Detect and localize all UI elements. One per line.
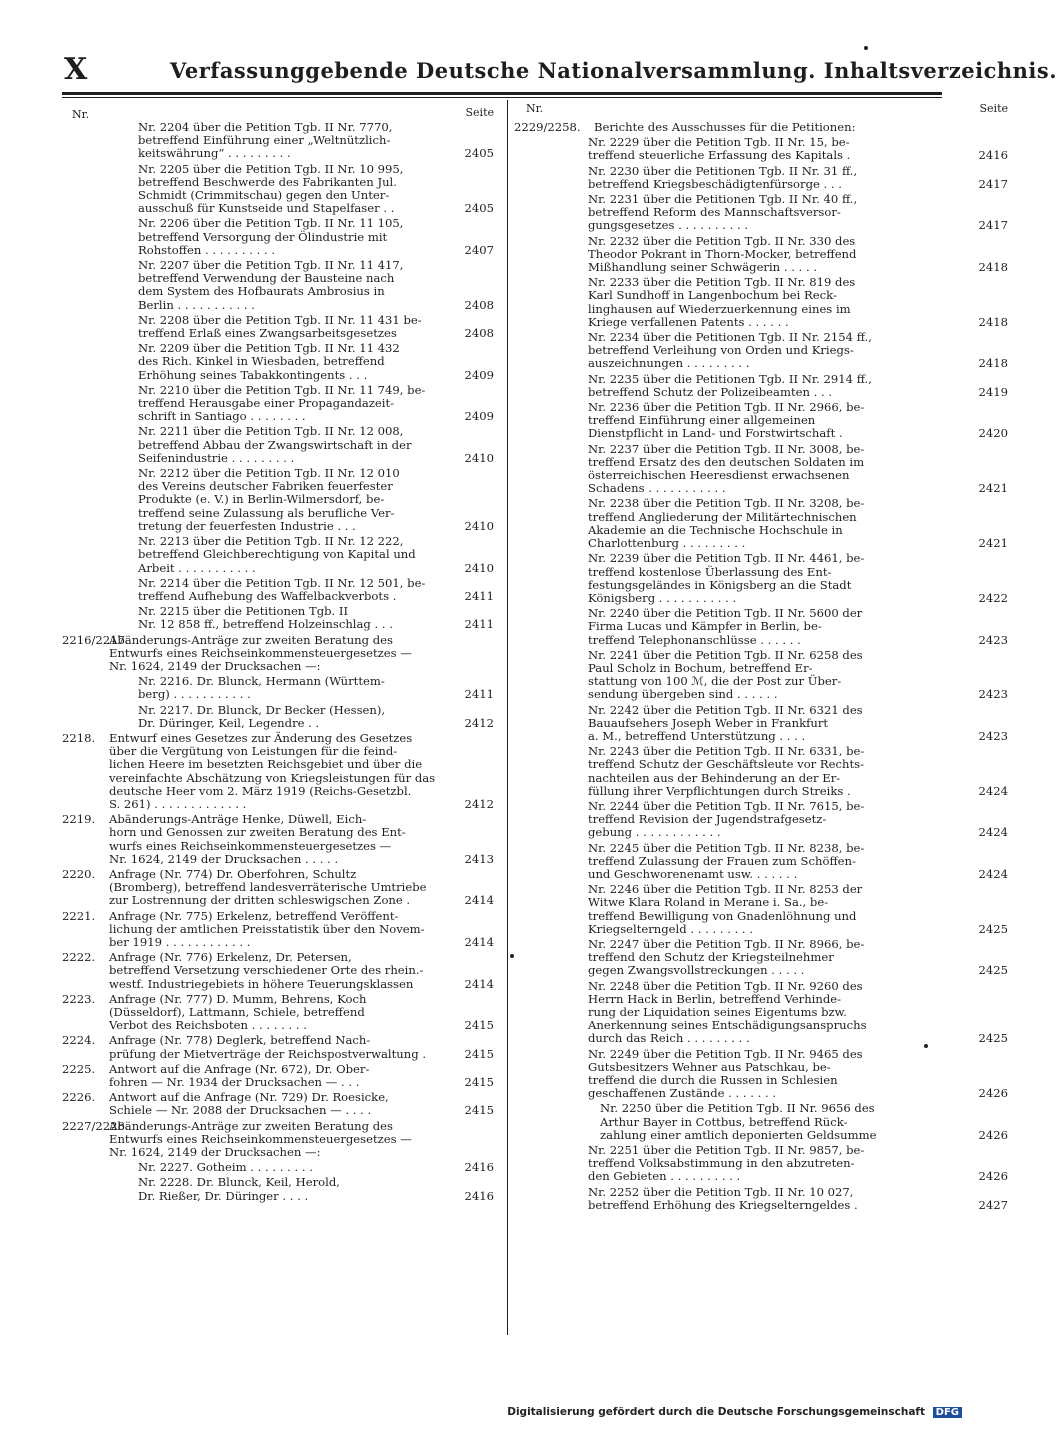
entry-line: Karl Sundhoff in Langenbochum bei Reck- xyxy=(588,288,837,303)
entry-line: treffend Volksabstimmung in den abzutreten- xyxy=(588,1156,855,1171)
entry-line: treffend Telephonanschlüsse . . . . . . xyxy=(588,632,801,647)
entry-line: Nr. 2215 über die Petitionen Tgb. II xyxy=(138,604,349,619)
entry-page: 2425 xyxy=(978,921,1008,936)
index-entry xyxy=(62,993,500,1033)
header-rule xyxy=(62,92,942,95)
index-entry xyxy=(514,1143,1008,1184)
entry-page: 2411 xyxy=(464,617,494,632)
entry-line: Königsberg . . . . . . . . . . . xyxy=(588,590,737,605)
entry-line: ber 1919 . . . . . . . . . . . . xyxy=(109,934,251,949)
entry-line: Nr. 2234 über die Petitionen Tgb. II Nr. 2154 ff., xyxy=(588,330,872,345)
entry-line: Dr. Rießer, Dr. Düringer . . . . xyxy=(138,1188,309,1203)
entry-line: ausschuß für Kunstseide und Stapelfaser . . xyxy=(138,201,395,216)
entry-page: 2410 xyxy=(464,450,494,465)
entry-line: tretung der feuerfesten Industrie . . . xyxy=(138,518,356,533)
index-entry xyxy=(514,840,1008,882)
index-entry xyxy=(62,910,500,950)
entry-page: 2418 xyxy=(978,356,1008,371)
entry-line: gungsgesetzes . . . . . . . . . . xyxy=(588,218,749,233)
index-entry xyxy=(62,535,500,575)
entry-line: Produkte (e. V.) in Berlin-Wilmersdorf, be- xyxy=(138,492,385,507)
entry-page: 2412 xyxy=(464,715,494,730)
index-entry xyxy=(514,192,1008,233)
entry-line: Herrn Hack in Berlin, betreffend Verhinde- xyxy=(588,991,842,1006)
entry-line: Nr. 1624, 2149 der Drucksachen —: xyxy=(109,1145,321,1160)
entry-line: rung der Liquidation seines Eigentums bzw. xyxy=(588,1005,847,1019)
entry-line: Arbeit . . . . . . . . . . . xyxy=(138,560,256,575)
entry-line: vereinfachte Abschätzung von Kriegsleistungen für das xyxy=(109,770,436,785)
entry-line: fohren — Nr. 1934 der Drucksachen — . . . xyxy=(109,1075,360,1090)
index-entry xyxy=(514,400,1008,441)
index-entry xyxy=(62,634,500,674)
dfg-logo: DFG xyxy=(933,1407,962,1418)
entry-line: gebung . . . . . . . . . . . . xyxy=(588,825,721,840)
index-entry xyxy=(62,732,500,811)
entry-line: Paul Scholz in Bochum, betreffend Er- xyxy=(588,660,813,675)
entry-line: westf. Industriegebiets in höhere Teuerungsklassen xyxy=(109,976,414,991)
entry-line: deutsche Heer vom 2. März 1919 (Reichs-Gesetzbl. xyxy=(109,783,412,798)
entry-line: lichung der amtlichen Preisstatistik über den Novem- xyxy=(109,921,425,936)
index-entry xyxy=(514,1046,1008,1101)
entry-number: 2222. xyxy=(62,950,96,965)
entry-line: Entwurfs eines Reichseinkommensteuergesetzes — xyxy=(109,645,412,660)
entry-line: Nr. 2228. Dr. Blunck, Keil, Herold, xyxy=(138,1175,340,1190)
index-entry xyxy=(62,675,500,701)
index-entry xyxy=(514,936,1008,978)
entry-line: festungsgeländes in Königsberg an die Stadt xyxy=(588,577,852,592)
entry-line: Nr. 2252 über die Petition Tgb. II Nr. 10 027, xyxy=(588,1184,854,1199)
index-entry xyxy=(62,1120,500,1160)
entry-page: 2416 xyxy=(464,1160,494,1175)
entry-line: zahlung einer amtlich deponierten Geldsumme xyxy=(600,1127,877,1142)
entry-line: Arthur Bayer in Cottbus, betreffend Rück- xyxy=(600,1114,848,1129)
entry-line: Anfrage (Nr. 775) Erkelenz, betreffend Veröffent- xyxy=(109,908,399,923)
entry-line: Nr. 2238 über die Petition Tgb. II Nr. 3208, be- xyxy=(588,496,865,511)
index-entry xyxy=(62,467,500,533)
entry-line: treffend Zulassung der Frauen zum Schöffen- xyxy=(588,853,856,868)
footer-credit-text: Digitalisierung gefördert durch die Deutsche Forschungsgemeinschaft xyxy=(507,1406,925,1418)
index-entry xyxy=(514,135,1008,163)
entry-line: Mißhandlung seiner Schwägerin . . . . . xyxy=(588,260,818,275)
entry-line: über die Vergütung von Leistungen für die feind- xyxy=(109,744,398,759)
index-entry xyxy=(62,1091,500,1117)
entry-line: Antwort auf die Anfrage (Nr. 672), Dr. Ober- xyxy=(109,1061,370,1076)
entry-line: Firma Lucas und Kämpfer in Berlin, be- xyxy=(588,619,822,634)
entry-number: 2218. xyxy=(62,730,96,745)
entry-line: Abänderungs-Anträge Henke, Düwell, Eich- xyxy=(109,812,367,827)
left-column xyxy=(62,102,500,1203)
entry-number: 2221. xyxy=(62,908,96,923)
entry-line: Nr. 2243 über die Petition Tgb. II Nr. 6331, be- xyxy=(588,744,865,759)
entry-line: Nr. 2240 über die Petition Tgb. II Nr. 5600 der xyxy=(588,606,863,621)
entry-line: Abänderungs-Anträge zur zweiten Beratung des xyxy=(109,1118,393,1133)
entry-line: Nr. 2241 über die Petition Tgb. II Nr. 6258 des xyxy=(588,647,863,662)
entry-number: 2219. xyxy=(62,812,96,827)
entry-page: 2427 xyxy=(978,1197,1008,1212)
entry-line: Schadens . . . . . . . . . . . xyxy=(588,481,726,496)
entry-line: betreffend Beschwerde des Fabrikanten Jul. xyxy=(138,174,397,189)
index-entry xyxy=(62,1063,500,1089)
entry-line: sendung übergeben sind . . . . . . xyxy=(588,687,778,702)
entry-line: Anfrage (Nr. 777) D. Mumm, Behrens, Koch xyxy=(109,991,367,1006)
entry-line: betreffend Schutz der Polizeibeamten . . . xyxy=(588,384,833,399)
entry-line: des Vereins deutscher Fabriken feuerfester xyxy=(138,479,393,494)
entry-line: Nr. 2248 über die Petition Tgb. II Nr. 9260 des xyxy=(588,978,863,993)
footer-credit xyxy=(507,1406,962,1418)
entry-line: treffend Aufhebung des Waffelbackverbots . xyxy=(138,588,397,603)
entry-page: 2409 xyxy=(464,367,494,382)
index-entry xyxy=(62,605,500,631)
entry-line: und Geschworenenamt usw. . . . . . . xyxy=(588,866,798,881)
entry-page: 2407 xyxy=(464,242,494,257)
entry-line: treffend Schutz der Geschäftsleute vor Rechts- xyxy=(588,757,864,772)
entry-page: 2415 xyxy=(464,1075,494,1090)
entry-line: Erhöhung seines Tabakkontingents . . . xyxy=(138,367,368,382)
entry-line: Berichte des Ausschusses für die Petitionen: xyxy=(594,120,856,134)
entry-line: Dienstpflicht in Land- und Forstwirtschaft . xyxy=(588,426,843,441)
index-entry xyxy=(514,275,1008,329)
entry-line: Seifenindustrie . . . . . . . . . xyxy=(138,450,295,465)
entry-line: Kriege verfallenen Patents . . . . . . xyxy=(588,314,789,329)
entry-line: Nr. 2250 über die Petition Tgb. II Nr. 9656 des xyxy=(600,1101,875,1116)
entry-line: Nr. 2209 über die Petition Tgb. II Nr. 11 432 xyxy=(138,341,400,356)
entry-line: treffend steuerliche Erfassung des Kapitals . xyxy=(588,148,851,163)
index-entry xyxy=(514,371,1008,399)
entry-line: Nr. 2244 über die Petition Tgb. II Nr. 7615, be- xyxy=(588,798,865,813)
entry-line: Berlin . . . . . . . . . . . xyxy=(138,297,255,312)
right-column xyxy=(514,102,1008,1212)
entry-line: Anerkennung seines Entschädigungsanspruchs xyxy=(588,1018,867,1033)
entry-page: 2409 xyxy=(464,409,494,424)
entry-page: 2424 xyxy=(978,825,1008,840)
entry-page: 2424 xyxy=(978,866,1008,881)
index-entry xyxy=(62,217,500,257)
index-entry xyxy=(514,441,1008,496)
entry-line: schrift in Santiago . . . . . . . . xyxy=(138,409,306,424)
entry-page: 2405 xyxy=(464,201,494,216)
entry-line: Nr. 2208 über die Petition Tgb. II Nr. 11 431 be- xyxy=(138,312,422,327)
entry-line: betreffend Verwendung der Bausteine nach xyxy=(138,271,395,286)
entry-page: 2411 xyxy=(464,588,494,603)
entry-line: Antwort auf die Anfrage (Nr. 729) Dr. Roesicke, xyxy=(109,1090,389,1105)
running-title: Verfassunggebende Deutsche Nationalversammlung. Inhaltsverzeichnis. xyxy=(170,58,1057,83)
entry-line: Dr. Düringer, Keil, Legendre . . xyxy=(138,715,320,730)
entry-page: 2414 xyxy=(464,934,494,949)
entry-line: treffend kostenlose Überlassung des Ent- xyxy=(588,564,832,579)
entry-line: geschaffenen Zustände . . . . . . . xyxy=(588,1086,777,1101)
entry-page: 2410 xyxy=(464,560,494,575)
entry-line: Rohstoffen . . . . . . . . . . xyxy=(138,242,276,257)
entry-line: treffend seine Zulassung als berufliche Ver- xyxy=(138,505,395,520)
entry-line: Nr. 2211 über die Petition Tgb. II Nr. 12 008, xyxy=(138,424,404,439)
index-entry xyxy=(514,744,1008,798)
entry-page: 2419 xyxy=(978,384,1008,399)
entry-page: 2425 xyxy=(978,963,1008,978)
index-entry xyxy=(62,1034,500,1060)
entry-line: treffend Bewilligung von Gnadenlöhnung und xyxy=(588,908,857,923)
entry-line: Nr. 2236 über die Petition Tgb. II Nr. 2966, be- xyxy=(588,400,865,415)
entry-line: Nr. 2249 über die Petition Tgb. II Nr. 9465 des xyxy=(588,1046,863,1061)
entry-page: 2426 xyxy=(978,1169,1008,1184)
column-header xyxy=(514,102,1008,119)
index-entry xyxy=(62,868,500,908)
entry-page: 2418 xyxy=(978,314,1008,329)
entry-line: österreichischen Heeresdienst erwachsenen xyxy=(588,468,850,483)
entry-line: Anfrage (Nr. 778) Deglerk, betreffend Nach- xyxy=(109,1033,371,1048)
entry-line: Nr. 2213 über die Petition Tgb. II Nr. 12 222, xyxy=(138,534,404,549)
entry-page: 2424 xyxy=(978,783,1008,798)
entry-line: horn und Genossen zur zweiten Beratung des Ent- xyxy=(109,825,406,840)
entry-line: Nr. 2251 über die Petition Tgb. II Nr. 9857, be- xyxy=(588,1143,865,1158)
entry-page: 2414 xyxy=(464,893,494,908)
entry-line: auszeichnungen . . . . . . . . . xyxy=(588,356,750,371)
entry-line: füllung ihrer Verpflichtungen durch Streiks . xyxy=(588,783,851,798)
index-entry xyxy=(62,1161,500,1174)
index-entry xyxy=(62,163,500,216)
entry-page: 2415 xyxy=(464,1103,494,1118)
entry-page: 2418 xyxy=(978,260,1008,275)
entry-page: 2421 xyxy=(978,481,1008,496)
entry-page: 2417 xyxy=(978,218,1008,233)
entry-line: betreffend Gleichberechtigung von Kapital und xyxy=(138,547,416,562)
index-entry xyxy=(514,978,1008,1046)
entry-line: Gutsbesitzers Wehner aus Patschkau, be- xyxy=(588,1059,831,1074)
entry-page: 2417 xyxy=(978,176,1008,191)
index-entry xyxy=(62,314,500,340)
entry-line: Nr. 2212 über die Petition Tgb. II Nr. 12 010 xyxy=(138,466,400,481)
entry-line: zur Lostrennung der dritten schleswigschen Zone . xyxy=(109,893,411,908)
entry-number: 2227/2228. xyxy=(62,1118,129,1133)
entry-page: 2423 xyxy=(978,632,1008,647)
entry-line: a. M., betreffend Unterstützung . . . . xyxy=(588,728,806,743)
entry-number: 2229/2258. xyxy=(514,120,581,134)
entry-line: Anfrage (Nr. 774) Dr. Oberfohren, Schultz xyxy=(109,866,357,881)
entry-line: Nr. 2230 über die Petitionen Tgb. II Nr. 31 ff., xyxy=(588,163,858,178)
entry-page: 2413 xyxy=(464,851,494,866)
entry-line: Nr. 2247 über die Petition Tgb. II Nr. 8966, be- xyxy=(588,936,865,951)
entry-number: 2223. xyxy=(62,991,96,1006)
entry-page: 2421 xyxy=(978,536,1008,551)
entry-line: treffend den Schutz der Kriegsteilnehmer xyxy=(588,950,834,965)
entry-line: (Bromberg), betreffend landesverräterische Umtriebe xyxy=(109,880,427,895)
index-entry xyxy=(62,704,500,730)
index-entry xyxy=(514,163,1008,191)
entry-line: Charlottenburg . . . . . . . . . xyxy=(588,536,746,551)
entry-line: treffend Ersatz des den deutschen Soldaten im xyxy=(588,454,865,469)
entry-line: Nr. 12 858 ff., betreffend Holzeinschlag . . . xyxy=(138,617,393,632)
entry-page: 2426 xyxy=(978,1086,1008,1101)
entry-line: Verbot des Reichsboten . . . . . . . . xyxy=(109,1018,307,1033)
entry-page: 2422 xyxy=(978,590,1008,605)
entry-line: lichen Heere im besetzten Reichsgebiet und über die xyxy=(109,757,423,772)
entry-line: treffend die durch die Russen in Schlesien xyxy=(588,1073,838,1088)
index-entry xyxy=(62,951,500,991)
entry-line: Nr. 2205 über die Petition Tgb. II Nr. 10 995, xyxy=(138,161,404,176)
entry-line: S. 261) . . . . . . . . . . . . . xyxy=(109,796,247,811)
header-rule-thin xyxy=(62,97,942,98)
entry-line: betreffend Verleihung von Orden und Kriegs- xyxy=(588,343,854,358)
entry-line: betreffend Versorgung der Ölindustrie mit xyxy=(138,229,388,244)
entry-line: Nr. 2242 über die Petition Tgb. II Nr. 6321 des xyxy=(588,702,863,717)
entry-line: gegen Zwangsvollstreckungen . . . . . xyxy=(588,963,805,978)
entry-line: linghausen auf Wiederzuerkennung eines im xyxy=(588,301,851,316)
entry-page: 2415 xyxy=(464,1046,494,1061)
index-entry xyxy=(62,577,500,603)
entry-line: Nr. 2214 über die Petition Tgb. II Nr. 12 501, be- xyxy=(138,575,426,590)
page-number: X xyxy=(64,52,89,87)
entry-page: 2416 xyxy=(978,148,1008,163)
index-entry xyxy=(62,121,500,161)
entry-number: 2226. xyxy=(62,1090,96,1105)
index-entry xyxy=(514,647,1008,702)
index-entry xyxy=(62,1176,500,1202)
entry-page: 2415 xyxy=(464,1018,494,1033)
entry-line: Nr. 2245 über die Petition Tgb. II Nr. 8238, be- xyxy=(588,840,865,855)
entry-line: treffend Revision der Jugendstrafgesetz- xyxy=(588,812,827,827)
entry-line: betreffend Kriegsbeschädigtenfürsorge . . . xyxy=(588,176,842,191)
entry-line: stattung von 100 ℳ, die der Post zur Über- xyxy=(588,674,842,689)
index-entry xyxy=(62,384,500,424)
entry-line: Schiele — Nr. 2088 der Drucksachen — . . . . xyxy=(109,1103,372,1118)
entry-line: Nr. 2206 über die Petition Tgb. II Nr. 11 105, xyxy=(138,216,404,231)
entry-page: 2408 xyxy=(464,297,494,312)
index-entry xyxy=(514,121,1000,134)
entry-line: nachteilen aus der Behinderung an der Er- xyxy=(588,770,841,785)
seite-label: Seite xyxy=(465,106,494,119)
index-entry xyxy=(62,259,500,312)
entry-page: 2423 xyxy=(978,687,1008,702)
entry-line: treffend Erlaß eines Zwangsarbeitsgesetzes xyxy=(138,326,397,341)
entry-line: Nr. 2231 über die Petitionen Tgb. II Nr. 40 ff., xyxy=(588,192,858,207)
column-header xyxy=(62,102,500,119)
entry-line: Nr. 2232 über die Petition Tgb. II Nr. 330 des xyxy=(588,233,856,248)
entry-line: wurfs eines Reichseinkommensteuergesetzes — xyxy=(109,838,392,853)
entry-line: berg) . . . . . . . . . . . xyxy=(138,687,251,702)
entry-line: Nr. 2235 über die Petitionen Tgb. II Nr. 2914 ff., xyxy=(588,371,872,386)
speck xyxy=(864,46,868,50)
entry-line: Nr. 2239 über die Petition Tgb. II Nr. 4461, be- xyxy=(588,551,865,566)
entry-line: betreffend Versetzung verschiedener Orte des rhein.- xyxy=(109,963,424,978)
entry-line: dem System des Hofbaurats Ambrosius in xyxy=(138,284,385,299)
entry-line: Nr. 2207 über die Petition Tgb. II Nr. 11 417, xyxy=(138,258,404,273)
seite-label: Seite xyxy=(979,102,1008,115)
entry-line: Nr. 2233 über die Petition Tgb. II Nr. 819 des xyxy=(588,275,856,290)
entry-line: Bauaufsehers Joseph Weber in Frankfurt xyxy=(588,715,829,730)
entry-line: Nr. 2229 über die Petition Tgb. II Nr. 15, be- xyxy=(588,135,850,150)
entry-line: durch das Reich . . . . . . . . . xyxy=(588,1031,750,1046)
entry-line: Entwurf eines Gesetzes zur Änderung des Gesetzes xyxy=(109,730,413,745)
entry-page: 2423 xyxy=(978,728,1008,743)
entry-line: betreffend Abbau der Zwangswirtschaft in der xyxy=(138,437,412,452)
entry-page: 2405 xyxy=(464,146,494,161)
index-entry xyxy=(514,330,1008,371)
index-entry xyxy=(62,342,500,382)
entry-page: 2414 xyxy=(464,976,494,991)
index-entry xyxy=(514,233,1008,275)
entry-line: Nr. 1624, 2149 der Drucksachen —: xyxy=(109,658,321,673)
entry-page: 2410 xyxy=(464,518,494,533)
nr-label: Nr. xyxy=(72,108,90,121)
entry-line: Nr. 1624, 2149 der Drucksachen . . . . . xyxy=(109,851,339,866)
entry-line: Theodor Pokrant in Thorn-Mocker, betreffend xyxy=(588,246,857,261)
index-entry xyxy=(514,1184,1008,1212)
entry-number: 2225. xyxy=(62,1061,96,1076)
nr-label: Nr. xyxy=(526,102,544,115)
entry-page: 2425 xyxy=(978,1031,1008,1046)
entry-line: Nr. 2210 über die Petition Tgb. II Nr. 11 749, be- xyxy=(138,382,426,397)
index-entry xyxy=(62,813,500,866)
entry-line: Anfrage (Nr. 776) Erkelenz, Dr. Petersen, xyxy=(109,950,352,965)
entry-line: treffend Angliederung der Militärtechnischen xyxy=(588,509,857,524)
entry-line: betreffend Reform des Mannschaftsversor- xyxy=(588,205,841,220)
column-divider xyxy=(507,100,508,1335)
entry-line: prüfung der Mietverträge der Reichspostverwaltung . xyxy=(109,1046,427,1061)
entry-page: 2411 xyxy=(464,687,494,702)
index-entry xyxy=(514,1101,1008,1142)
entry-line: Nr. 2204 über die Petition Tgb. II Nr. 7770, xyxy=(138,120,393,134)
entry-line: keitswährung“ . . . . . . . . . xyxy=(138,146,291,161)
entry-line: Witwe Klara Roland in Merane i. Sa., be- xyxy=(588,895,829,910)
entry-line: des Rich. Kinkel in Wiesbaden, betreffend xyxy=(138,354,385,369)
index-entry xyxy=(514,882,1008,936)
entry-line: treffend Einführung einer allgemeinen xyxy=(588,413,816,428)
index-entry xyxy=(514,551,1008,605)
entry-number: 2220. xyxy=(62,866,96,881)
entry-page: 2420 xyxy=(978,426,1008,441)
entry-line: Kriegselterngeld . . . . . . . . . xyxy=(588,921,753,936)
entry-page: 2416 xyxy=(464,1188,494,1203)
entry-number: 2224. xyxy=(62,1033,96,1048)
entry-line: betreffend Erhöhung des Kriegselterngeldes . xyxy=(588,1197,858,1212)
entry-page: 2426 xyxy=(978,1127,1008,1142)
index-entry xyxy=(514,702,1008,744)
entry-line: den Gebieten . . . . . . . . . . xyxy=(588,1169,741,1184)
entry-line: Abänderungs-Anträge zur zweiten Beratung des xyxy=(109,632,393,647)
entry-page: 2408 xyxy=(464,326,494,341)
entry-line: Nr. 2227. Gotheim . . . . . . . . . xyxy=(138,1160,313,1175)
entry-line: Nr. 2246 über die Petition Tgb. II Nr. 8253 der xyxy=(588,882,863,897)
entry-line: Nr. 2237 über die Petition Tgb. II Nr. 3008, be- xyxy=(588,441,865,456)
index-entry xyxy=(514,496,1008,551)
entry-line: Akademie an die Technische Hochschule in xyxy=(588,522,843,537)
entry-line: betreffend Einführung einer „Weltnützlich- xyxy=(138,133,391,148)
index-entry xyxy=(514,798,1008,840)
index-entry xyxy=(514,606,1008,647)
entry-line: Entwurfs eines Reichseinkommensteuergesetzes — xyxy=(109,1131,412,1146)
entry-line: Nr. 2217. Dr. Blunck, Dr Becker (Hessen), xyxy=(138,702,386,717)
entry-line: treffend Herausgabe einer Propagandazeit- xyxy=(138,396,395,411)
entry-line: (Düsseldorf), Lattmann, Schiele, betreffend xyxy=(109,1005,365,1019)
entry-number: 2216/2217. xyxy=(62,632,129,647)
entry-line: Schmidt (Crimmitschau) gegen den Unter- xyxy=(138,188,390,203)
index-entry xyxy=(62,425,500,465)
entry-line: Nr. 2216. Dr. Blunck, Hermann (Württem- xyxy=(138,674,385,689)
entry-page: 2412 xyxy=(464,796,494,811)
